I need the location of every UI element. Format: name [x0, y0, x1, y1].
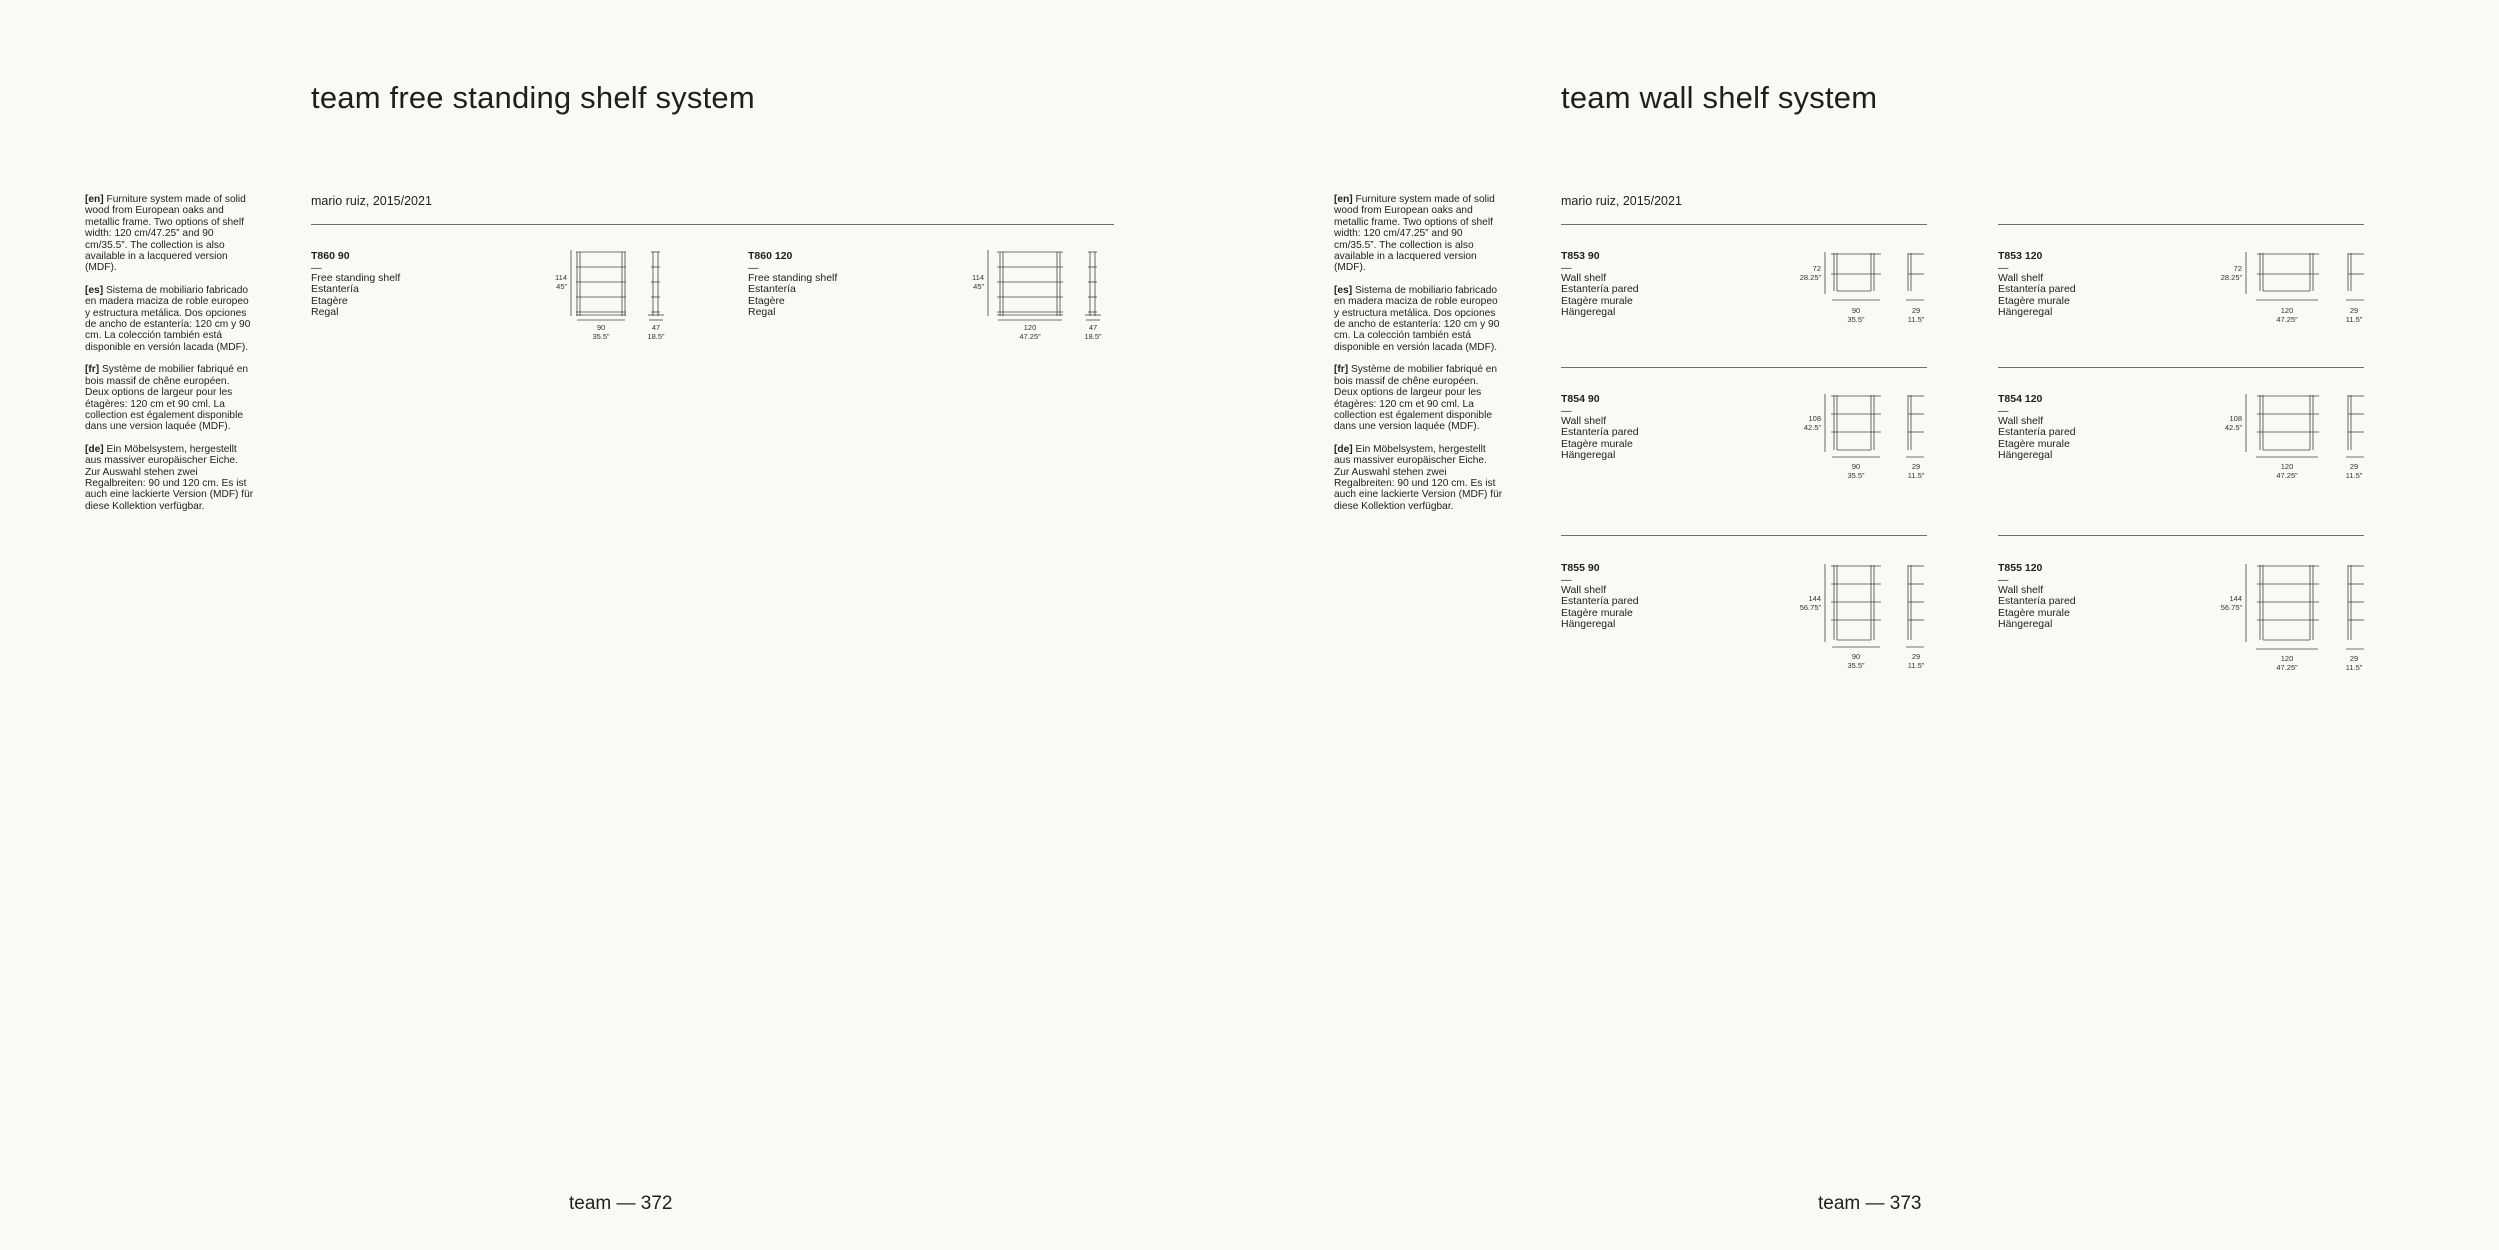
product-names: Wall shelf Estantería pared Etagère murale Hängeregal [1561, 584, 1639, 631]
product-entry [748, 250, 837, 319]
depth-inch-label: 11.5” [2345, 315, 2363, 324]
product-entry [1998, 562, 2076, 631]
shelf-drawing [1790, 392, 1930, 482]
depth-inch-label: 11.5” [2345, 471, 2363, 480]
height-label: 72 [1812, 264, 1821, 273]
depth-label: 47 [651, 323, 661, 332]
product-code: T855 90 [1561, 562, 1600, 574]
intro-paragraph-en: [en] Furniture system made of solid wood from European oaks and metallic frame. Two options of shelf width: 120 cm/47.25” and 90 cm/35.5”. The collection is also available in a lacquered version (MDF). [1334, 194, 1495, 274]
page-title: team wall shelf system [1561, 80, 1878, 115]
product-code: T854 90 [1561, 393, 1600, 405]
height-label: 108 [1808, 414, 1821, 423]
width-inch-label: 35.5” [1847, 315, 1865, 324]
shelf-drawing [1790, 562, 1930, 672]
height-label: 144 [2229, 594, 2242, 603]
product-code: T860 120 [748, 250, 793, 262]
intro-paragraph-en: [en] Furniture system made of solid wood from European oaks and metallic frame. Two options of shelf width: 120 cm/47.25” and 90 cm/35.5”. The collection is also available in a lacquered version (MDF). [85, 194, 246, 274]
width-label: 90 [1851, 306, 1861, 315]
depth-label: 29 [2349, 306, 2359, 315]
shelf-drawing [957, 248, 1117, 343]
depth-inch-label: 11.5” [1907, 471, 1925, 480]
width-inch-label: 35.5” [592, 332, 610, 341]
product-names: Free standing shelf Estantería Etagère Regal [748, 272, 838, 319]
product-code: T854 120 [1998, 393, 2043, 405]
height-label: 72 [2233, 264, 2242, 273]
height-label: 114 [972, 273, 984, 282]
page-footer: team — 373 [1818, 1193, 1922, 1214]
product-entry [1998, 250, 2076, 319]
height-label: 144 [1808, 594, 1821, 603]
divider [1998, 535, 2364, 536]
product-dash: — [1998, 405, 2009, 417]
width-label: 90 [1851, 462, 1861, 471]
depth-inch-label: 18.5” [1084, 332, 1102, 341]
product-dash: — [1561, 574, 1572, 586]
divider [1998, 367, 2364, 368]
product-dash: — [311, 262, 322, 274]
width-label: 120 [1023, 323, 1037, 332]
height-label: 114 [555, 273, 567, 282]
width-label: 90 [1851, 652, 1861, 661]
intro-text [1334, 194, 1504, 523]
intro-paragraph-es: [es] Sistema de mobiliario fabricado en madera maciza de roble europeo y estructura metálica. Dos opciones de ancho de estantería: 120 cm y 90 cm. La colección también está disponible en versión lacada (MDF). [1334, 284, 1500, 353]
product-dash: — [1561, 262, 1572, 274]
divider [1561, 367, 1927, 368]
product-dash: — [1998, 574, 2009, 586]
height-inch-label: 56.75” [2220, 603, 2242, 612]
intro-text [85, 194, 255, 523]
width-label: 120 [2280, 462, 2294, 471]
height-inch-label: 28.25” [1799, 273, 1821, 282]
product-entry [1561, 562, 1639, 631]
product-code: T853 120 [1998, 250, 2043, 262]
intro-paragraph-de: [de] Ein Möbelsystem, hergestellt aus massiver europäischer Eiche. Zur Auswahl stehen zwei Regalbreiten: 90 und 120 cm. Es ist auch eine lackierte Version (MDF) für diese Kollektion verfügbar. [85, 443, 254, 512]
height-inch-label: 45” [556, 282, 567, 291]
divider [1561, 224, 1927, 225]
product-names: Wall shelf Estantería pared Etagère murale Hängeregal [1998, 584, 2076, 631]
depth-label: 29 [1911, 652, 1921, 661]
product-entry [1561, 393, 1639, 462]
depth-inch-label: 18.5” [647, 332, 665, 341]
product-code: T853 90 [1561, 250, 1600, 262]
shelf-drawing [540, 248, 690, 343]
height-inch-label: 42.5” [2224, 423, 2242, 432]
product-names: Wall shelf Estantería pared Etagère murale Hängeregal [1561, 415, 1639, 462]
intro-paragraph-fr: [fr] Système de mobilier fabriqué en bois massif de chêne européen. Deux options de largeur pour les étagères: 120 cm et 90 cml. La collection est également disponible dans une version laquée (MDF). [1334, 364, 1498, 433]
width-label: 120 [2280, 306, 2294, 315]
product-names: Free standing shelf Estantería Etagère Regal [311, 272, 401, 319]
shelf-drawing [2212, 250, 2368, 325]
page-title: team free standing shelf system [311, 80, 755, 115]
height-inch-label: 45” [973, 282, 984, 291]
shelf-drawing [1790, 250, 1930, 325]
product-dash: — [748, 262, 759, 274]
width-inch-label: 35.5” [1847, 471, 1865, 480]
product-code: T855 120 [1998, 562, 2043, 574]
height-inch-label: 56.75” [1799, 603, 1821, 612]
product-names: Wall shelf Estantería pared Etagère murale Hängeregal [1998, 272, 2076, 319]
product-names: Wall shelf Estantería pared Etagère murale Hängeregal [1998, 415, 2076, 462]
divider [1561, 535, 1927, 536]
product-entry [1561, 250, 1639, 319]
page-footer: team — 372 [569, 1193, 673, 1214]
depth-label: 47 [1088, 323, 1098, 332]
product-dash: — [1561, 405, 1572, 417]
depth-inch-label: 11.5” [1907, 661, 1925, 670]
width-inch-label: 35.5” [1847, 661, 1865, 670]
height-inch-label: 28.25” [2220, 273, 2242, 282]
width-inch-label: 47.25” [1019, 332, 1041, 341]
depth-label: 29 [2349, 654, 2359, 663]
width-label: 90 [596, 323, 606, 332]
depth-inch-label: 11.5” [1907, 315, 1925, 324]
intro-paragraph-de: [de] Ein Möbelsystem, hergestellt aus massiver europäischer Eiche. Zur Auswahl stehen zwei Regalbreiten: 90 und 120 cm. Es ist auch eine lackierte Version (MDF) für diese Kollektion verfügbar. [1334, 443, 1503, 512]
divider [311, 224, 1114, 225]
width-inch-label: 47.25” [2276, 471, 2298, 480]
divider [1998, 224, 2364, 225]
depth-inch-label: 11.5” [2345, 663, 2363, 672]
product-dash: — [1998, 262, 2009, 274]
product-names: Wall shelf Estantería pared Etagère murale Hängeregal [1561, 272, 1639, 319]
depth-label: 29 [2349, 462, 2359, 471]
width-inch-label: 47.25” [2276, 663, 2298, 672]
height-label: 108 [2229, 414, 2242, 423]
product-entry [1998, 393, 2076, 462]
height-inch-label: 42.5” [1803, 423, 1821, 432]
shelf-drawing [2212, 562, 2368, 674]
designer-credit: mario ruiz, 2015/2021 [311, 194, 432, 208]
depth-label: 29 [1911, 306, 1921, 315]
depth-label: 29 [1911, 462, 1921, 471]
intro-paragraph-es: [es] Sistema de mobiliario fabricado en madera maciza de roble europeo y estructura metálica. Dos opciones de ancho de estantería: 120 cm y 90 cm. La colección también está disponible en versión lacada (MDF). [85, 284, 251, 353]
width-label: 120 [2280, 654, 2294, 663]
designer-credit: mario ruiz, 2015/2021 [1561, 194, 1682, 208]
width-inch-label: 47.25” [2276, 315, 2298, 324]
shelf-drawing [2212, 392, 2368, 482]
product-entry [311, 250, 400, 319]
intro-paragraph-fr: [fr] Système de mobilier fabriqué en bois massif de chêne européen. Deux options de largeur pour les étagères: 120 cm et 90 cml. La collection est également disponible dans une version laquée (MDF). [85, 364, 249, 433]
product-code: T860 90 [311, 250, 350, 262]
